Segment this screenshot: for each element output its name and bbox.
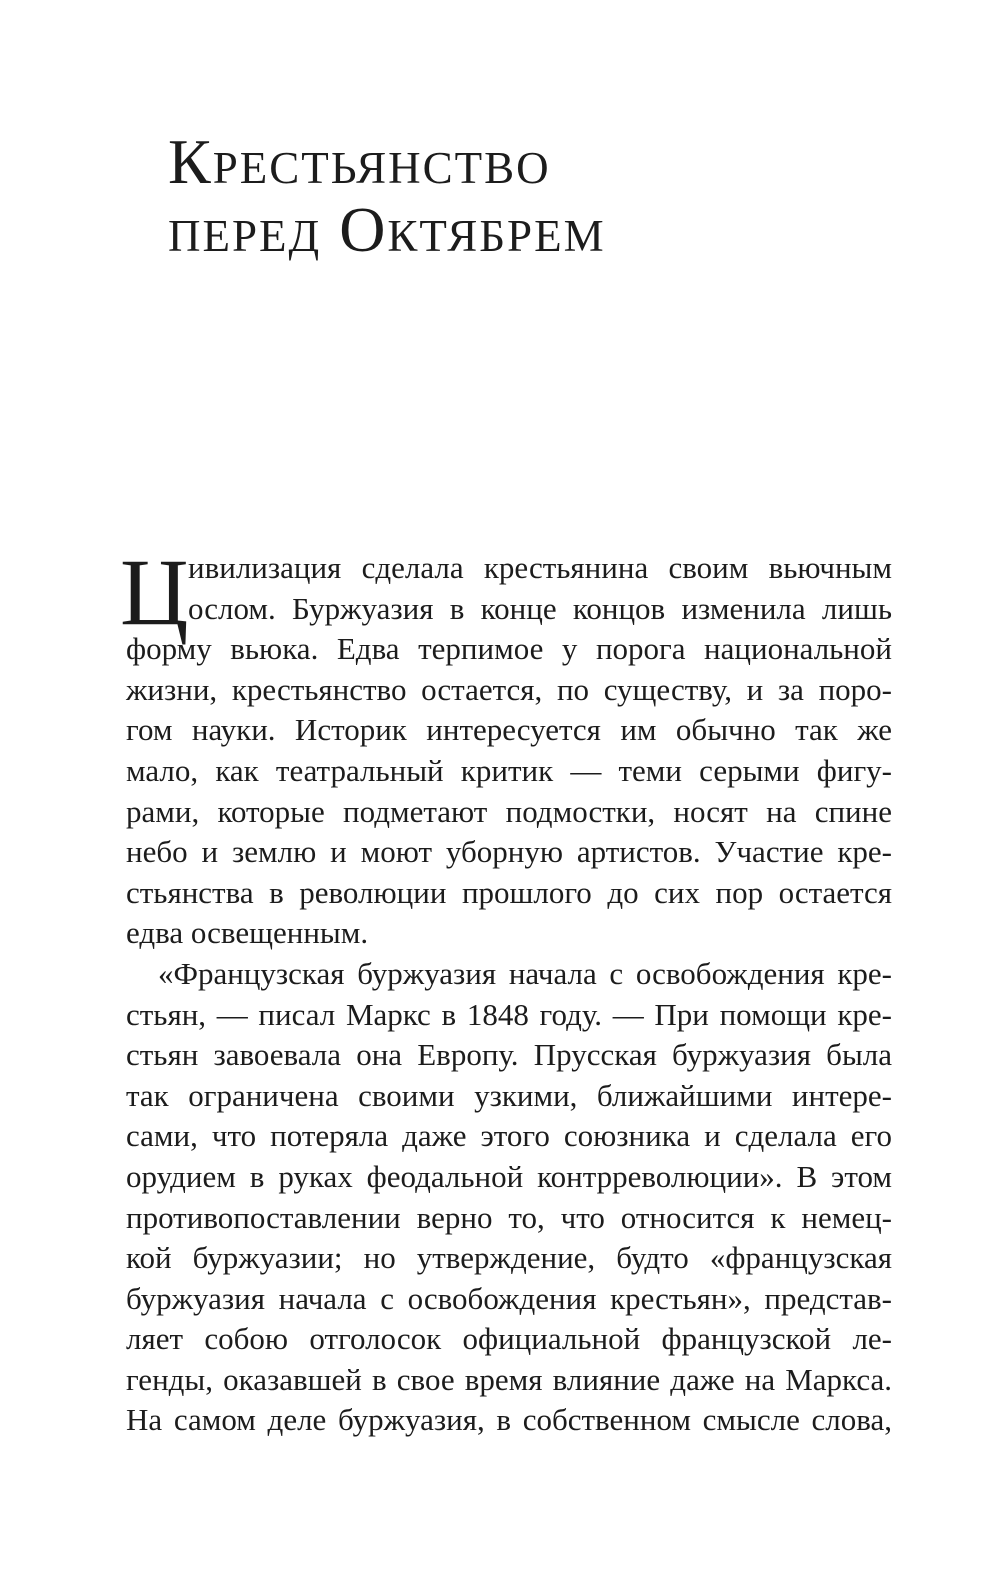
text-line: так ограничена своими узкими, ближайшими интере- bbox=[126, 1077, 892, 1113]
text-line: ослом. Буржуазия в конце концов изменила лишь bbox=[188, 590, 892, 626]
text-line: едва освещенным. bbox=[126, 915, 369, 951]
text-line: ляет собою отголосок официальной французской ле- bbox=[126, 1321, 892, 1357]
text-line: жизни, крестьянство остается, по существу, и за поро- bbox=[126, 671, 892, 707]
text-line: стьянства в революции прошлого до сих пор остается bbox=[126, 874, 892, 910]
paragraph-2 bbox=[126, 954, 892, 1441]
text-line: стьян завоевала она Европу. Прусская буржуазия была bbox=[126, 1037, 892, 1073]
text-line: гом науки. Историк интересуется им обычно так же bbox=[126, 712, 892, 748]
text-line: буржуазия начала с освобождения крестьян», представ- bbox=[126, 1280, 892, 1316]
text-line: рами, которые подметают подмостки, носят на спине bbox=[126, 793, 892, 829]
body-text bbox=[120, 539, 892, 1441]
text-line: сами, что потеряла даже этого союзника и сделала его bbox=[126, 1118, 892, 1154]
text-line: «Французская буржуазия начала с освобождения кре- bbox=[158, 955, 892, 991]
text-line: форму вьюка. Едва терпимое у порога национальной bbox=[126, 631, 892, 667]
text-line: На самом деле буржуазия, в собственном смысле слова, bbox=[126, 1402, 892, 1438]
text-line: противопоставлении верно то, что относится к немец- bbox=[126, 1199, 892, 1235]
drop-cap: Ц bbox=[120, 539, 189, 645]
chapter-title-line-1: Крестьянство bbox=[168, 126, 551, 197]
text-line: мало, как театральный критик — теми серыми фигу- bbox=[126, 752, 892, 788]
text-line: кой буржуазии; но утверждение, будто «французская bbox=[126, 1240, 892, 1276]
text-line: небо и землю и моют уборную артистов. Участие кре- bbox=[126, 834, 892, 870]
text-line: генды, оказавшей в свое время влияние даже на Маркса. bbox=[126, 1361, 892, 1397]
text-line: стьян, — писал Маркс в 1848 году. — При помощи кре- bbox=[126, 996, 892, 1032]
paragraph-1 bbox=[120, 539, 892, 954]
text-line: орудием в руках феодальной контрреволюции». В этом bbox=[126, 1158, 892, 1194]
chapter-title-line-2: перед Октябрем bbox=[168, 194, 606, 265]
chapter-title bbox=[168, 128, 948, 264]
text-line: ивилизация сделала крестьянина своим вьючным bbox=[188, 550, 892, 585]
